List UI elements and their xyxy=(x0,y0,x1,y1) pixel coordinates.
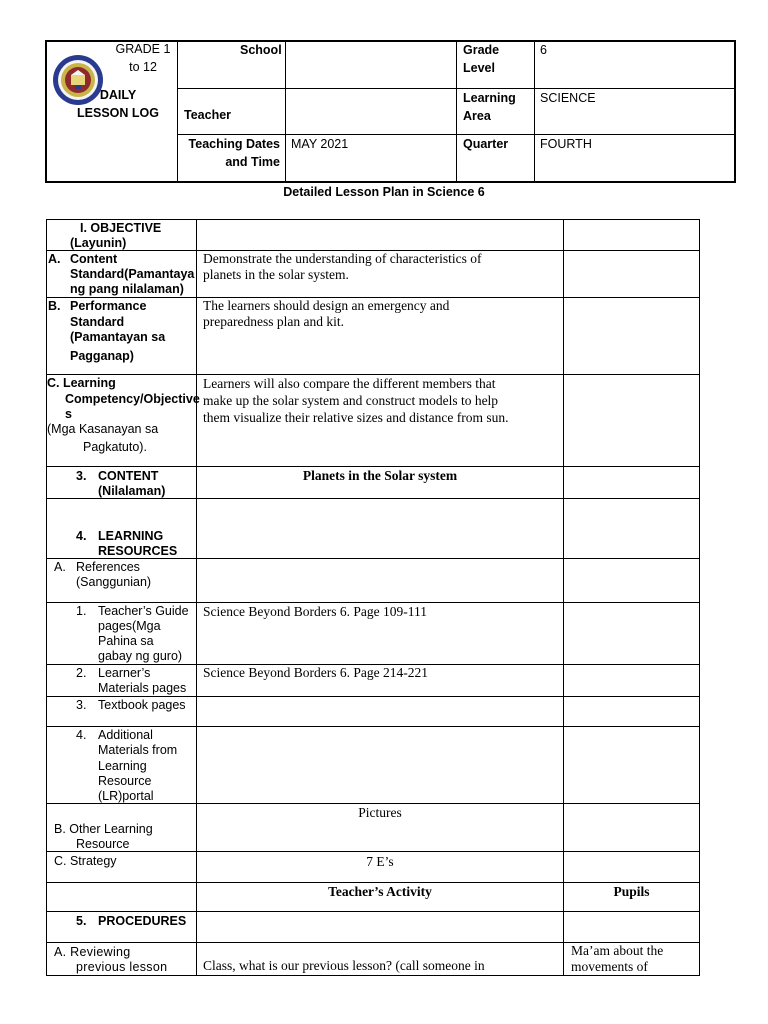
school-label: School xyxy=(240,43,282,57)
performance-standard-label-1: Performance xyxy=(70,299,147,313)
teaching-dates-label xyxy=(180,137,280,170)
log-line-2: LESSON LOG xyxy=(77,106,159,120)
learning-resources-label-2: RESOURCES xyxy=(98,544,178,558)
grade-level-label xyxy=(463,43,499,76)
textbook-pages-label: Textbook pages xyxy=(98,698,186,712)
learning-resources-label-1: LEARNING xyxy=(98,529,164,543)
learning-competency-label xyxy=(47,376,200,455)
learning-competency-label-1: C. Learning xyxy=(47,376,116,390)
content-standard-value-1: Demonstrate the understanding of characteristics of xyxy=(203,251,482,266)
performance-standard-label-3: (Pamantayan sa xyxy=(70,330,166,344)
learning-competency-label-3: s xyxy=(65,407,72,421)
learning-competency-value-3: them visualize their relative sizes and distance from sun. xyxy=(203,410,509,425)
reviewing-lesson-label-1: A. Reviewing xyxy=(54,945,131,959)
learning-competency-value-1: Learners will also compare the different members that xyxy=(203,376,496,391)
objective-heading xyxy=(70,221,161,251)
content-label-2: (Nilalaman) xyxy=(98,484,166,498)
content-value: Planets in the Solar system xyxy=(302,468,458,483)
performance-standard-marker: B. xyxy=(48,299,61,313)
performance-standard-label xyxy=(70,299,165,364)
additional-materials-label-2: Materials from xyxy=(98,743,178,758)
learners-materials-label-1: Learner’s xyxy=(98,666,151,680)
reviewing-lesson-label xyxy=(54,945,167,975)
lesson-plan-title: Detailed Lesson Plan in Science 6 xyxy=(283,185,485,199)
content-standard-label-2: Standard(Pamantaya xyxy=(70,267,195,281)
teachers-activity-header: Teacher’s Activity xyxy=(328,884,432,899)
learning-resources-label xyxy=(98,529,177,559)
procedures-number: 5. xyxy=(76,914,87,928)
other-learning-resource-label-1: B. Other Learning xyxy=(54,822,153,836)
teachers-guide-value: Science Beyond Borders 6. Page 109-111 xyxy=(203,604,427,619)
additional-materials-label xyxy=(98,728,177,804)
references-label-2: (Sanggunian) xyxy=(76,575,152,589)
content-standard-marker: A. xyxy=(48,252,61,266)
other-learning-resource-label xyxy=(54,822,153,852)
teaching-dates-label-1: Teaching Dates xyxy=(188,137,280,151)
objective-heading-2: (Layunin) xyxy=(70,236,127,250)
grade-line-1: GRADE 1 xyxy=(115,42,171,56)
objective-heading-1: I. OBJECTIVE xyxy=(80,221,162,235)
references-label xyxy=(76,560,151,590)
content-standard-label-3: ng pang nilalaman) xyxy=(70,282,184,296)
references-label-1: References xyxy=(76,560,140,574)
content-number: 3. xyxy=(76,469,87,483)
other-learning-resource-label-2: Resource xyxy=(76,837,130,851)
performance-standard-value-2: preparedness plan and kit. xyxy=(203,314,344,329)
additional-materials-label-5: (LR)portal xyxy=(98,789,154,804)
grade-level-label-2: Level xyxy=(463,61,495,75)
learning-area-value: SCIENCE xyxy=(540,91,596,105)
learning-competency-label-5: Pagkatuto). xyxy=(83,440,147,454)
teachers-guide-label-1: Teacher’s Guide xyxy=(98,604,189,618)
learning-area-label-1: Learning xyxy=(463,91,516,105)
additional-materials-number: 4. xyxy=(76,728,87,742)
performance-standard-value-1: The learners should design an emergency and xyxy=(203,298,450,313)
content-standard-value xyxy=(203,251,482,283)
learning-competency-label-2: Competency/Objective xyxy=(65,392,200,406)
learning-resources-number: 4. xyxy=(76,529,87,543)
reviewing-lesson-label-2: previous lesson xyxy=(76,960,168,974)
content-standard-label xyxy=(70,252,194,297)
teachers-guide-label-2: pages(Mga xyxy=(98,619,161,633)
strategy-value: 7 E’s xyxy=(366,854,394,869)
pupils-header: Pupils xyxy=(613,884,650,899)
learning-area-label xyxy=(463,91,516,124)
reviewing-lesson-pupil-response xyxy=(571,943,663,975)
grade-level-label-1: Grade xyxy=(463,43,500,57)
teaching-dates-value: MAY 2021 xyxy=(291,137,349,151)
reviewing-pupil-line-1: Ma’am about the xyxy=(571,943,664,958)
learning-competency-value xyxy=(203,375,509,426)
quarter-label: Quarter xyxy=(463,137,509,151)
learning-area-label-2: Area xyxy=(463,109,491,123)
reviewing-pupil-line-2: movements of xyxy=(571,959,648,974)
references-marker: A. xyxy=(54,560,66,574)
daily-lesson-log-title xyxy=(62,88,174,121)
teachers-guide-label-4: gabay ng guro) xyxy=(98,649,183,663)
quarter-value: FOURTH xyxy=(540,137,592,151)
teaching-dates-label-2: and Time xyxy=(225,155,280,169)
content-label-1: CONTENT xyxy=(98,469,159,483)
learners-materials-label-2: Materials pages xyxy=(98,681,187,695)
content-standard-label-1: Content xyxy=(70,252,118,266)
log-line-1: DAILY xyxy=(99,88,137,102)
strategy-label: C. Strategy xyxy=(54,854,117,868)
performance-standard-label-2: Standard xyxy=(70,314,125,329)
grade-level-value: 6 xyxy=(540,43,547,57)
learners-materials-label xyxy=(98,666,186,696)
teachers-guide-number: 1. xyxy=(76,604,87,618)
additional-materials-label-1: Additional xyxy=(98,728,153,742)
textbook-pages-number: 3. xyxy=(76,698,87,712)
procedures-label: PROCEDURES xyxy=(98,914,187,928)
performance-standard-value xyxy=(203,298,449,330)
learners-materials-value: Science Beyond Borders 6. Page 214-221 xyxy=(203,665,428,680)
grade-line-2: to 12 xyxy=(129,60,157,74)
content-label xyxy=(98,469,165,499)
teacher-label: Teacher xyxy=(184,108,232,122)
learners-materials-number: 2. xyxy=(76,666,87,680)
content-standard-value-2: planets in the solar system. xyxy=(203,267,349,282)
teachers-guide-label xyxy=(98,604,189,664)
additional-materials-label-4: Resource xyxy=(98,773,152,788)
grade-range-text xyxy=(110,42,176,75)
reviewing-lesson-value: Class, what is our previous lesson? (call someone in xyxy=(203,958,485,973)
learning-competency-label-4: (Mga Kasanayan sa xyxy=(47,422,159,436)
learning-competency-value-2: make up the solar system and construct models to help xyxy=(203,393,499,408)
other-learning-resource-value: Pictures xyxy=(358,805,402,820)
performance-standard-label-4: Pagganap) xyxy=(70,348,134,363)
teachers-guide-label-3: Pahina sa xyxy=(98,634,154,648)
additional-materials-label-3: Learning xyxy=(98,758,147,773)
